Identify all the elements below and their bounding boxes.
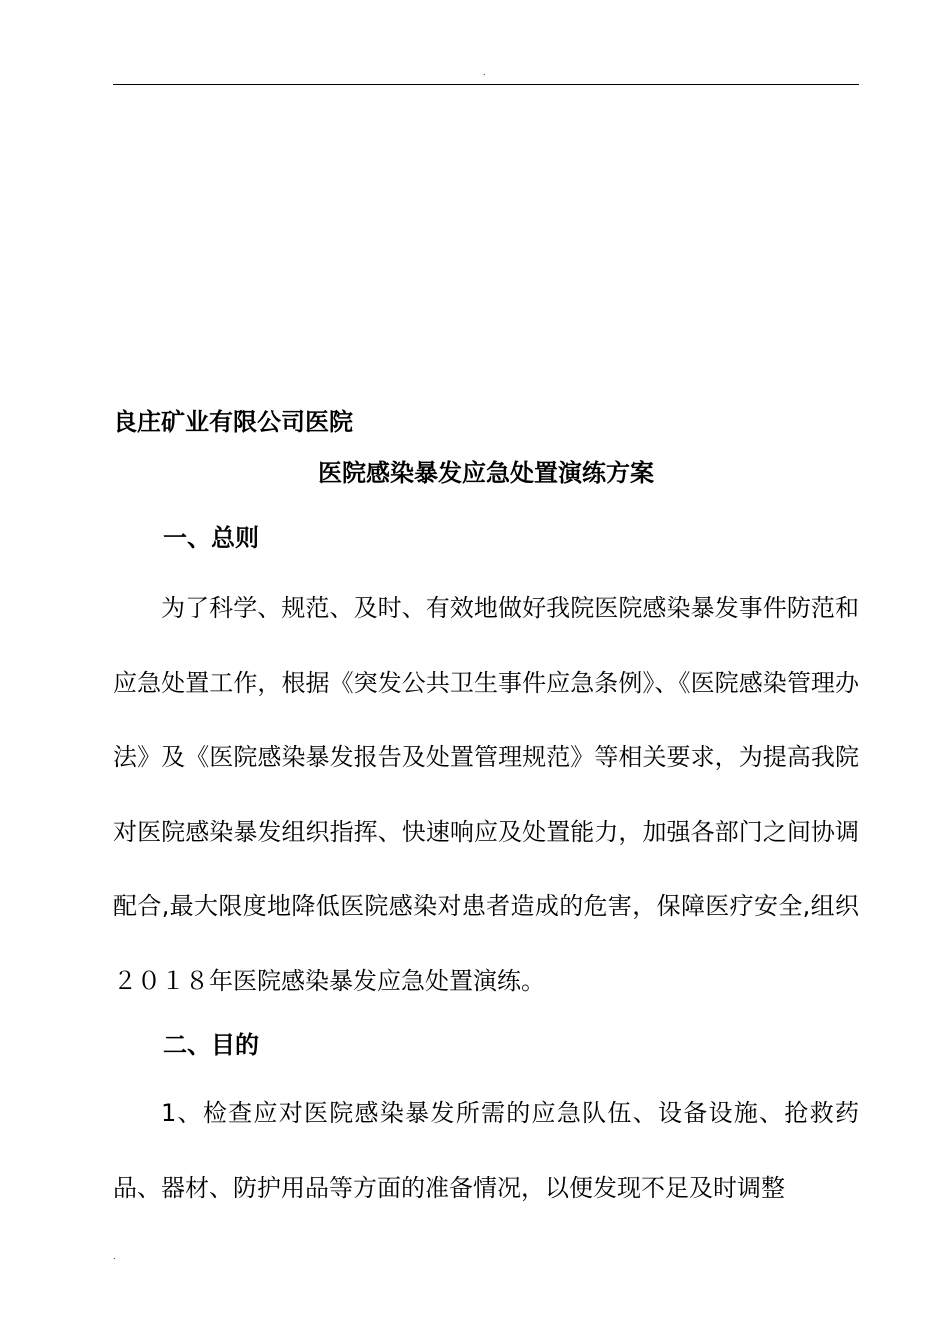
section-paragraph-purpose: 1、检查应对医院感染暴发所需的应急队伍、设备设施、抢救药品、器材、防护用品等方面的准备情况，以便发现不足及时调整 [113,1099,859,1202]
section-heading-purpose: 二、目的 [163,1031,259,1059]
header-mark: . [483,68,486,77]
organization-name: 良庄矿业有限公司医院 [113,408,353,436]
header-rule [113,84,859,85]
footer-mark: . [113,1252,116,1261]
section-paragraph-general: 为了科学、规范、及时、有效地做好我院医院感染暴发事件防范和应急处置工作，根据《突发公共卫生事件应急条例》、《医院感染管理办法》及《医院感染暴发报告及处置管理规范》等相关要求，为提高我院对医院感染暴发组织指挥、快速响应及处置能力，加强各部门之间协调配合,最大限度地降低医院感染对患者造成的危害，保障医疗安全,组织２０１８年医院感染暴发应急处置演练。 [113,594,859,995]
document-title: 医院感染暴发应急处置演练方案 [318,459,654,487]
section-heading-general: 一、总则 [163,524,259,552]
